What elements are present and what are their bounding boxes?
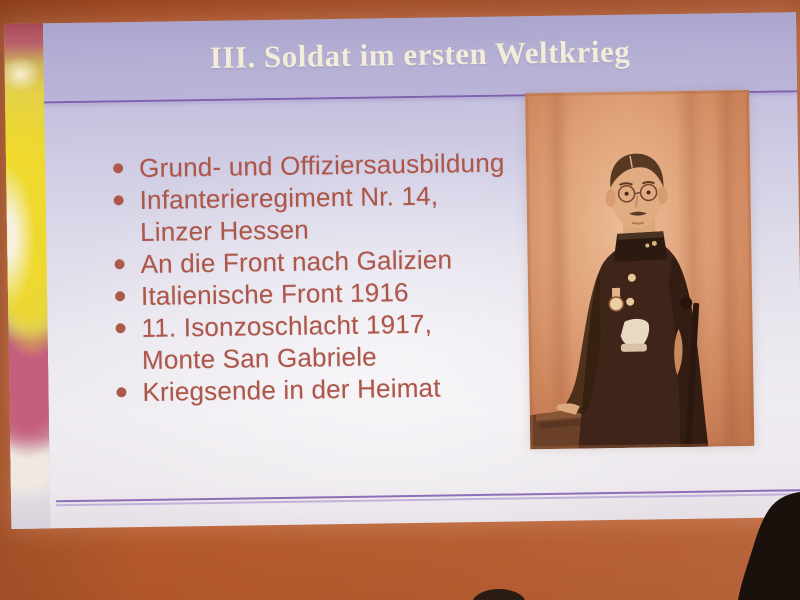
title-banner <box>43 12 797 101</box>
bullet-dot-icon <box>114 195 124 205</box>
slide-content <box>43 12 800 528</box>
bullet-label: Linzer Hessen <box>139 214 310 247</box>
bullet-label: Kriegsende in der Heimat <box>142 372 441 407</box>
bullet-dot-icon <box>115 291 125 301</box>
bullet-label: An die Front nach Galizien <box>140 243 453 279</box>
bullet-label: Grund- und Offiziersausbildung <box>138 147 505 183</box>
audience-head-center <box>472 589 526 600</box>
slide-title: III. Soldat im ersten Weltkrieg <box>209 33 631 75</box>
bullet-dot-icon <box>115 259 125 269</box>
bullet-label: 11. Isonzoschlacht 1917, <box>141 308 433 343</box>
soldier-portrait-illustration <box>525 90 754 449</box>
bullet-dot-icon <box>116 387 126 397</box>
bullet-label: Italienische Front 1916 <box>140 276 409 311</box>
projected-slide <box>4 12 800 529</box>
bullet-dot-icon <box>113 163 123 173</box>
footer-divider-line <box>56 489 800 506</box>
soldier-portrait-photo <box>525 90 754 449</box>
bullet-label: Monte San Gabriele <box>141 341 378 375</box>
bullet-label: Infanterieregiment Nr. 14, <box>139 180 439 215</box>
bullet-dot-icon <box>115 323 125 333</box>
